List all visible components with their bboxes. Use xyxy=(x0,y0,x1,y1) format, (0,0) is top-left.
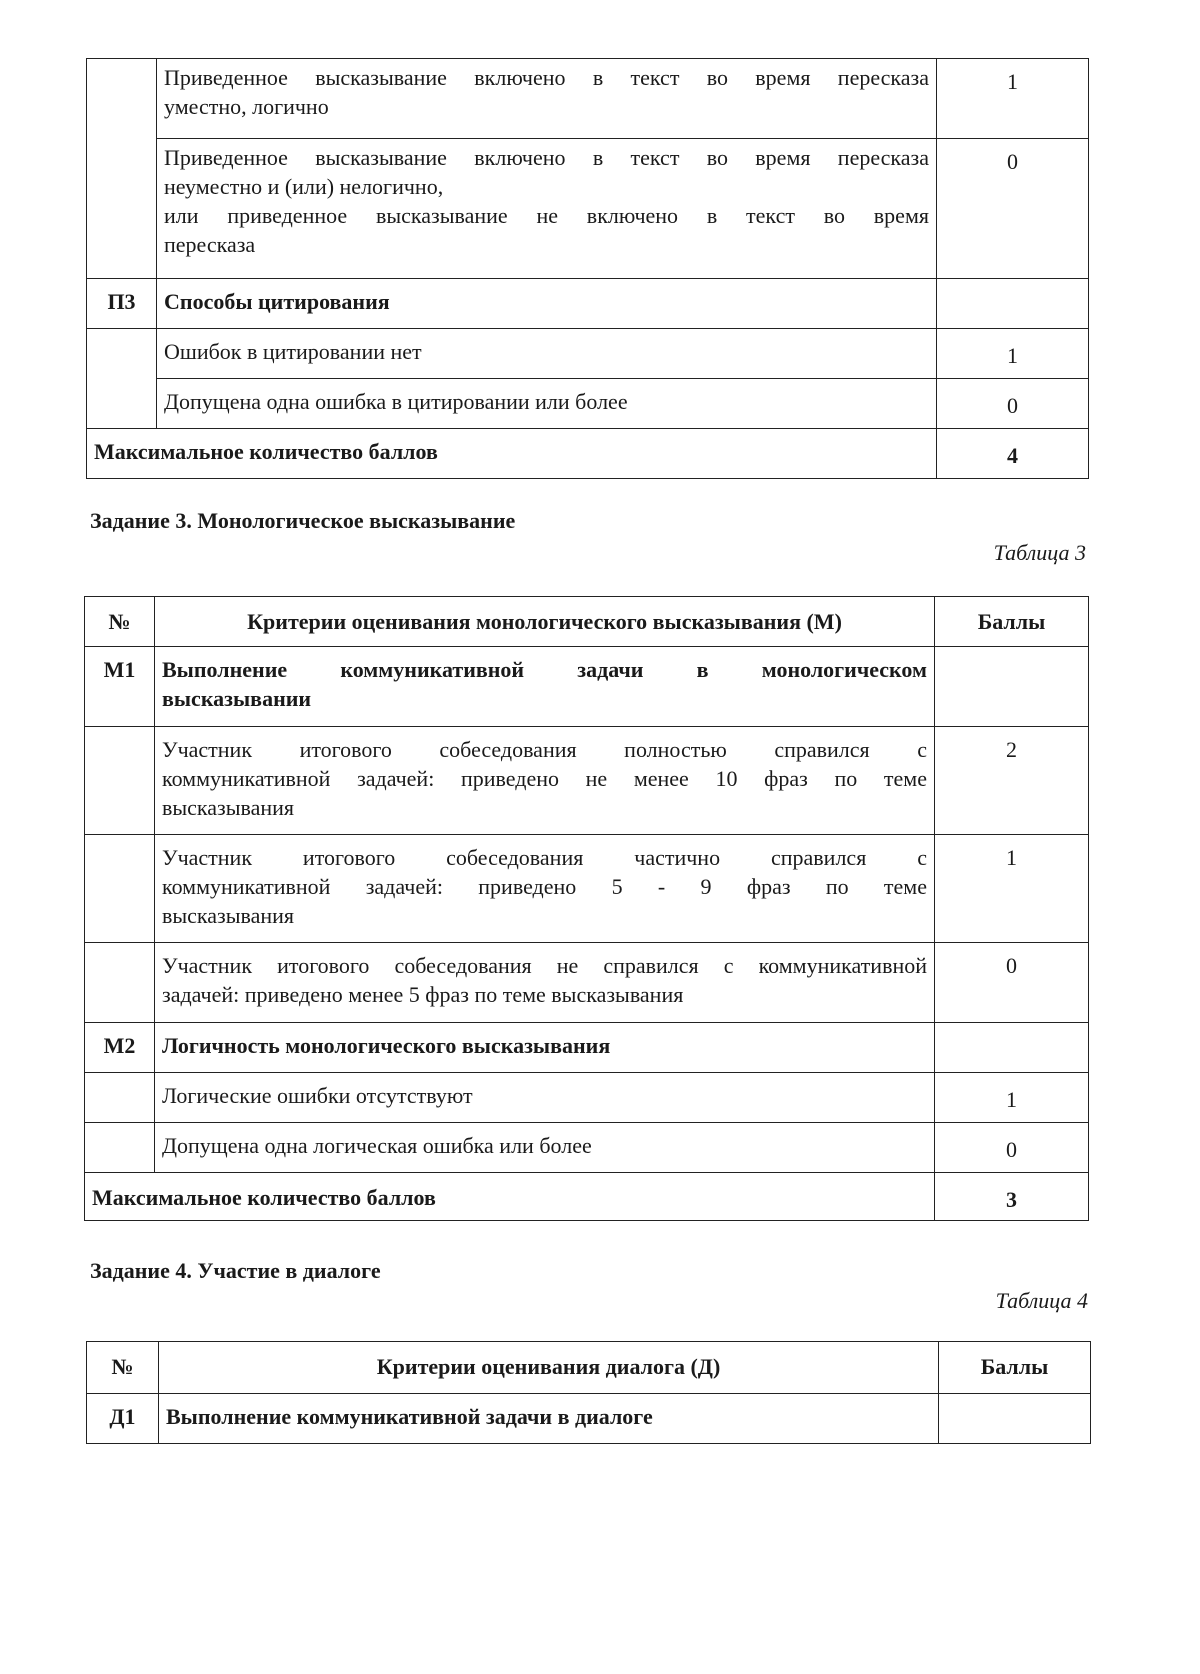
table-row xyxy=(85,727,1089,835)
table-row xyxy=(87,329,1089,379)
table-row xyxy=(85,1023,1089,1073)
table-row xyxy=(87,279,1089,329)
criterion-score: 2 xyxy=(935,727,1089,835)
criterion-score: 0 xyxy=(935,1123,1089,1173)
criterion-title: Выполнение коммуникативной задачи в диалоге xyxy=(159,1394,939,1444)
column-header-number: № xyxy=(87,1342,159,1394)
criterion-number xyxy=(85,835,155,943)
criterion-number: М2 xyxy=(85,1023,155,1073)
max-score-value: 3 xyxy=(935,1173,1089,1221)
max-score-label: Максимальное количество баллов xyxy=(87,429,937,479)
table-header-row xyxy=(85,597,1089,647)
criterion-text: Приведенное высказывание включено в текст во время пересказа уместно, логично xyxy=(157,59,937,139)
criterion-text: Ошибок в цитировании нет xyxy=(157,329,937,379)
column-header-criteria: Критерии оценивания диалога (Д) xyxy=(159,1342,939,1394)
criteria-table-4 xyxy=(86,1341,1091,1444)
table-3-caption: Таблица 3 xyxy=(993,540,1086,565)
task-3-heading: Задание 3. Монологическое высказывание xyxy=(90,508,516,533)
criterion-number: М1 xyxy=(85,647,155,727)
column-header-score: Баллы xyxy=(935,597,1089,647)
criterion-score xyxy=(935,647,1089,727)
table-row xyxy=(87,379,1089,429)
criterion-number xyxy=(85,1073,155,1123)
criterion-number xyxy=(87,59,157,279)
table-row xyxy=(85,1173,1089,1221)
table-row xyxy=(85,1073,1089,1123)
criterion-score: 0 xyxy=(937,379,1089,429)
table-4-caption: Таблица 4 xyxy=(995,1288,1088,1313)
criterion-title: Способы цитирования xyxy=(157,279,937,329)
criterion-score: 1 xyxy=(937,329,1089,379)
task-4-heading: Задание 4. Участие в диалоге xyxy=(90,1258,381,1283)
criterion-number xyxy=(85,727,155,835)
criterion-number xyxy=(87,329,157,429)
column-header-number: № xyxy=(85,597,155,647)
criterion-text: Логические ошибки отсутствуют xyxy=(155,1073,935,1123)
table-row xyxy=(85,647,1089,727)
criterion-title: Выполнение коммуникативной задачи в монологическом высказывании xyxy=(155,647,935,727)
criterion-score: 1 xyxy=(935,835,1089,943)
criterion-text: Участник итогового собеседования полностью справился с коммуникативной задачей: приведено не менее 10 фраз по теме высказывания xyxy=(155,727,935,835)
table-row xyxy=(87,139,1089,279)
criterion-score: 0 xyxy=(935,943,1089,1023)
criterion-score: 1 xyxy=(935,1073,1089,1123)
criterion-number: Д1 xyxy=(87,1394,159,1444)
column-header-criteria: Критерии оценивания монологического высказывания (М) xyxy=(155,597,935,647)
criterion-text: Участник итогового собеседования не справился с коммуникативной задачей: приведено менее 5 фраз по теме высказывания xyxy=(155,943,935,1023)
column-header-score: Баллы xyxy=(939,1342,1091,1394)
criterion-score: 0 xyxy=(937,139,1089,279)
criterion-number xyxy=(85,943,155,1023)
table-row xyxy=(87,429,1089,479)
table-row xyxy=(85,835,1089,943)
max-score-label: Максимальное количество баллов xyxy=(85,1173,935,1221)
criterion-score xyxy=(935,1023,1089,1073)
criterion-title: Логичность монологического высказывания xyxy=(155,1023,935,1073)
criterion-number xyxy=(85,1123,155,1173)
criterion-score xyxy=(939,1394,1091,1444)
criteria-table-3 xyxy=(84,596,1089,1221)
criterion-text: Приведенное высказывание включено в текст во время пересказа неуместно и (или) нелогично, или приведенное высказывание не включено в текст во время пересказа xyxy=(157,139,937,279)
max-score-value: 4 xyxy=(937,429,1089,479)
table-row xyxy=(85,943,1089,1023)
criterion-text: Участник итогового собеседования частично справился с коммуникативной задачей: приведено 5 - 9 фраз по теме высказывания xyxy=(155,835,935,943)
criterion-score: 1 xyxy=(937,59,1089,139)
criterion-text: Допущена одна логическая ошибка или более xyxy=(155,1123,935,1173)
criterion-score xyxy=(937,279,1089,329)
table-row xyxy=(87,1394,1091,1444)
criterion-number: П3 xyxy=(87,279,157,329)
criteria-table-2-continued xyxy=(86,58,1089,479)
criterion-text: Допущена одна ошибка в цитировании или более xyxy=(157,379,937,429)
table-row xyxy=(87,59,1089,139)
table-header-row xyxy=(87,1342,1091,1394)
table-row xyxy=(85,1123,1089,1173)
